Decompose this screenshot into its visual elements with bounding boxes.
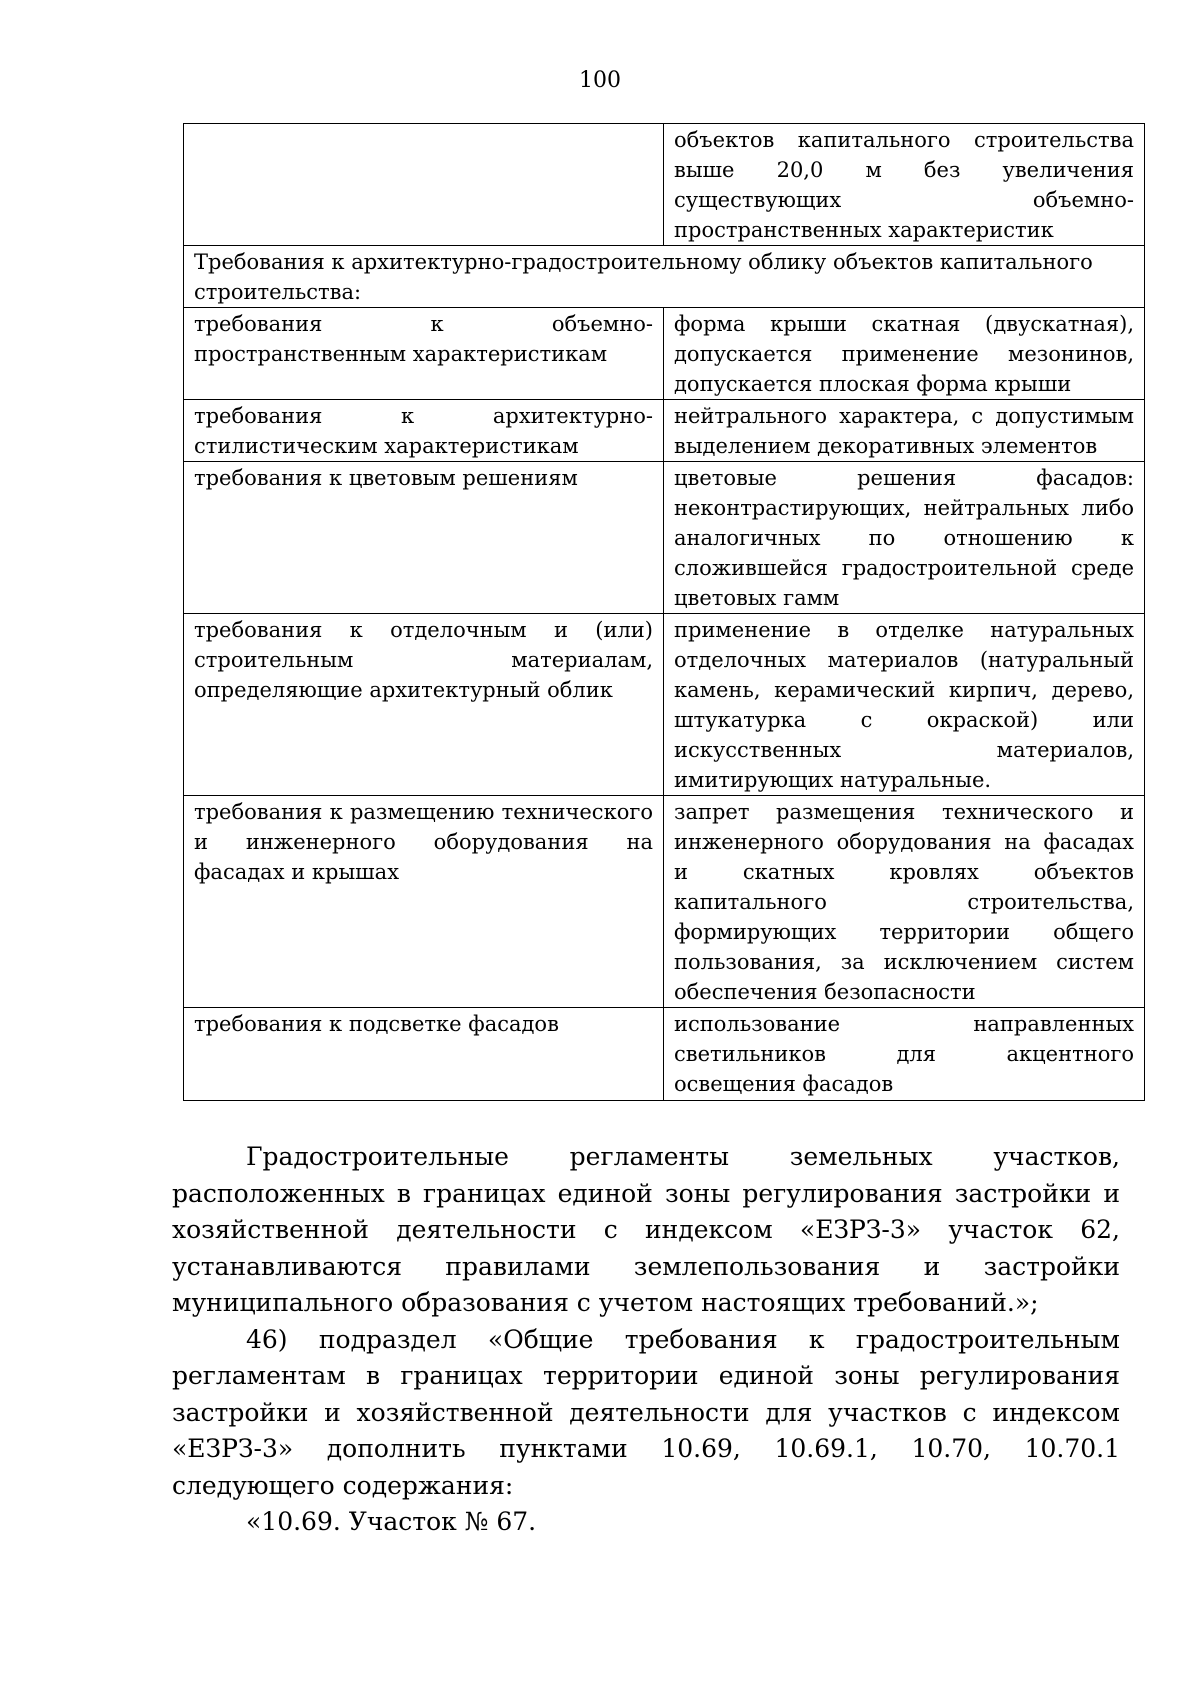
- paragraph: Градостроительные регламенты земельных участков, расположенных в границах единой зоны регулирования застройки и хозяйственной деятельности с индексом «ЕЗРЗ-3» участок 62, устанавливаются правилами землепользования и застройки муниципального образования с учетом настоящих требований.»;: [172, 1142, 1120, 1317]
- requirement-cell: требования к архитектурно-стилистическим характеристикам: [184, 400, 664, 462]
- table-section-row: [184, 246, 1145, 308]
- requirement-cell: требования к подсветке фасадов: [184, 1008, 664, 1101]
- value-cell: цветовые решения фасадов: неконтрастирующих, нейтральных либо аналогичных по отношению к сложившейся градостроительной среде цветовых гамм: [664, 462, 1145, 614]
- body-text: [172, 1139, 1120, 1541]
- table-row: [184, 400, 1145, 462]
- table-section-header: Требования к архитектурно-градостроительному облику объектов капитального строительства:: [184, 246, 1145, 308]
- paragraph: «10.69. Участок № 67.: [246, 1507, 537, 1536]
- table-cell-continuation: объектов капитального строительства выше 20,0 м без увеличения существующих объемно-пространственных характеристик: [664, 124, 1145, 246]
- requirement-cell: требования к объемно-пространственным характеристикам: [184, 308, 664, 400]
- value-cell: применение в отделке натуральных отделочных материалов (натуральный камень, керамический кирпич, дерево, штукатурка с окраской) или искусственных материалов, имитирующих натуральные.: [664, 614, 1145, 796]
- requirement-cell: требования к цветовым решениям: [184, 462, 664, 614]
- table-row: [184, 308, 1145, 400]
- value-cell: использование направленных светильников для акцентного освещения фасадов: [664, 1008, 1145, 1101]
- page-number: 100: [579, 68, 621, 93]
- value-cell: нейтрального характера, с допустимым выделением декоративных элементов: [664, 400, 1145, 462]
- table-row: [184, 796, 1145, 1008]
- table-row: [184, 1008, 1145, 1101]
- requirement-cell: требования к размещению технического и инженерного оборудования на фасадах и крышах: [184, 796, 664, 1008]
- table-row: [184, 614, 1145, 796]
- paragraph: 46) подраздел «Общие требования к градостроительным регламентам в границах территории единой зоны регулирования застройки и хозяйственной деятельности для участков с индексом «ЕЗРЗ-3» дополнить пунктами 10.69, 10.69.1, 10.70, 10.70.1 следующего содержания:: [172, 1324, 1120, 1500]
- table-cell-empty: [184, 124, 664, 246]
- value-cell: запрет размещения технического и инженерного оборудования на фасадах и скатных кровлях объектов капитального строительства, формирующих территории общего пользования, за исключением систем обеспечения безопасности: [664, 796, 1145, 1008]
- table-row: [184, 124, 1145, 246]
- table-row: [184, 462, 1145, 614]
- requirement-cell: требования к отделочным и (или) строительным материалам, определяющие архитектурный облик: [184, 614, 664, 796]
- value-cell: форма крыши скатная (двускатная), допускается применение мезонинов, допускается плоская форма крыши: [664, 308, 1145, 400]
- requirements-table: [183, 123, 1145, 1101]
